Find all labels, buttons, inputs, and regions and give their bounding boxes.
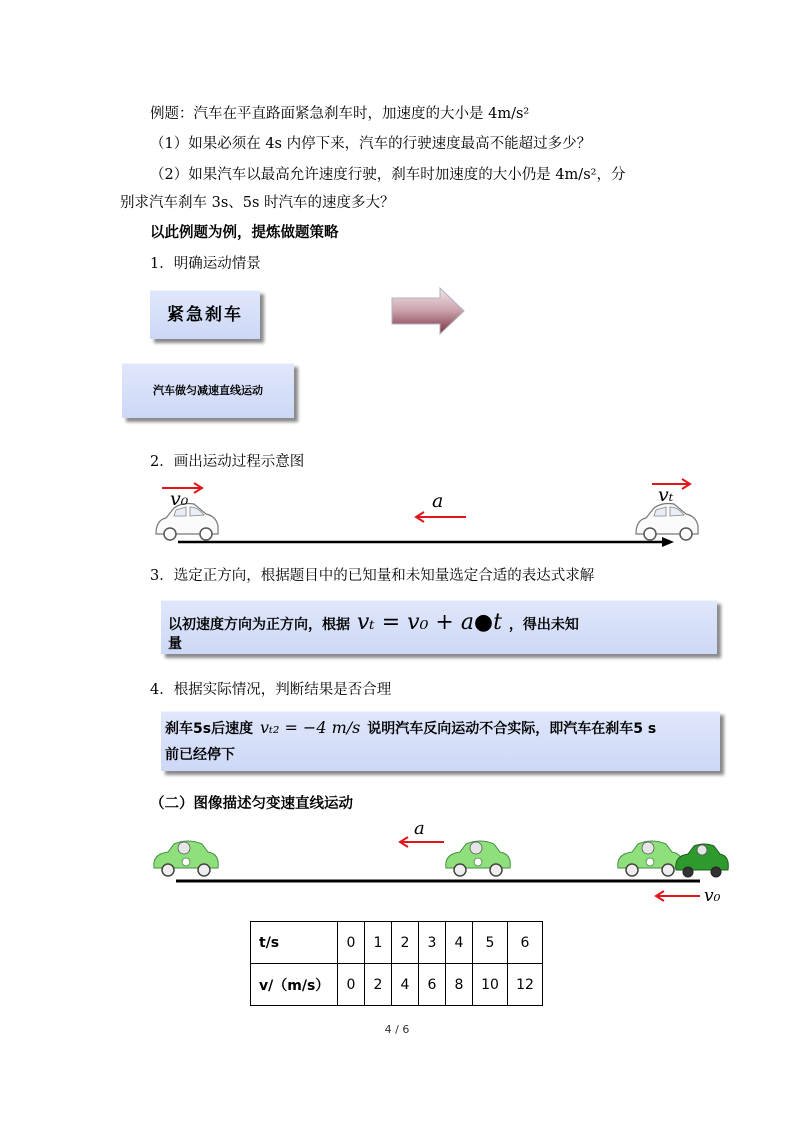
table-header-time: t/s <box>251 922 338 964</box>
section-2-v0-label: v₀ <box>704 886 721 906</box>
v0-label: v₀ <box>170 488 189 510</box>
step-4-label: 4．根据实际情况，判断结果是否合理 <box>150 682 392 698</box>
step-4-suffix: 说明汽车反向运动不合实际，即汽车在刹车5 s <box>367 721 657 737</box>
step-3-box <box>161 600 717 654</box>
table-cell: 6 <box>508 922 543 964</box>
step-4-box <box>161 711 720 771</box>
table-cell: 12 <box>508 964 543 1006</box>
a-label: a <box>432 490 444 512</box>
question-2-line-2: 别求汽车刹车 3s、5s 时汽车的速度多大？ <box>120 195 395 211</box>
step-3-label: 3．选定正方向，根据题目中的已知量和未知量选定合适的表达式求解 <box>150 568 595 584</box>
time-velocity-table <box>250 921 543 1006</box>
step-3-suffix: ，得出未知 <box>508 617 579 633</box>
green-car-icon <box>618 841 683 876</box>
step-3-prefix: 以初速度方向为正方向，根据 <box>168 617 350 633</box>
step-2-label: 2．画出运动过程示意图 <box>150 454 305 470</box>
green-car-icon <box>446 841 511 876</box>
motion-diagram <box>140 474 700 554</box>
green-car-diagram <box>140 820 740 910</box>
table-cell: 2 <box>392 922 419 964</box>
step-4-prefix: 刹车5s后速度 <box>165 721 254 737</box>
question-2-line-1: （2）如果汽车以最高允许速度行驶，刹车时加速度的大小仍是 4m/s²，分 <box>150 167 626 183</box>
table-row <box>251 964 543 1006</box>
table-cell: 5 <box>473 922 508 964</box>
table-cell: 4 <box>446 922 473 964</box>
page-number: 4 / 6 <box>384 1023 410 1036</box>
table-cell: 4 <box>392 964 419 1006</box>
uniform-deceleration-box: 汽车做匀减速直线运动 <box>122 363 294 418</box>
step-4-suffix-2: 前已经停下 <box>165 747 235 763</box>
step-1-label: 1．明确运动情景 <box>150 256 261 272</box>
table-cell: 6 <box>419 964 446 1006</box>
table-cell: 3 <box>419 922 446 964</box>
emergency-brake-box: 紧急刹车 <box>150 290 260 339</box>
table-cell: 0 <box>338 922 365 964</box>
question-1: （1）如果必须在 4s 内停下来，汽车的行驶速度最高不能超过多少？ <box>150 136 592 152</box>
velocity-result-formula: vₜ₂ = −4 m/s <box>259 718 361 737</box>
car-end-icon <box>636 504 698 541</box>
strategy-heading: 以此例题为例，提炼做题策略 <box>150 225 339 241</box>
section-2-heading: （二）图像描述匀变速直线运动 <box>150 796 353 812</box>
table-cell: 0 <box>338 964 365 1006</box>
table-row <box>251 922 543 964</box>
table-cell: 2 <box>365 964 392 1006</box>
dark-green-car-icon <box>676 844 729 877</box>
table-cell: 10 <box>473 964 508 1006</box>
table-cell: 1 <box>365 922 392 964</box>
right-arrow-icon <box>388 286 468 336</box>
table-cell: 8 <box>446 964 473 1006</box>
green-car-icon <box>154 841 219 876</box>
vt-label: vₜ <box>658 484 674 506</box>
velocity-formula: vₜ = v₀ + a●t <box>356 610 502 635</box>
step-3-suffix-2: 量 <box>168 636 182 652</box>
section-2-a-label: a <box>414 818 425 839</box>
table-header-velocity: v/（m/s） <box>251 964 338 1006</box>
example-title: 例题：汽车在平直路面紧急刹车时，加速度的大小是 4m/s² <box>150 106 530 122</box>
